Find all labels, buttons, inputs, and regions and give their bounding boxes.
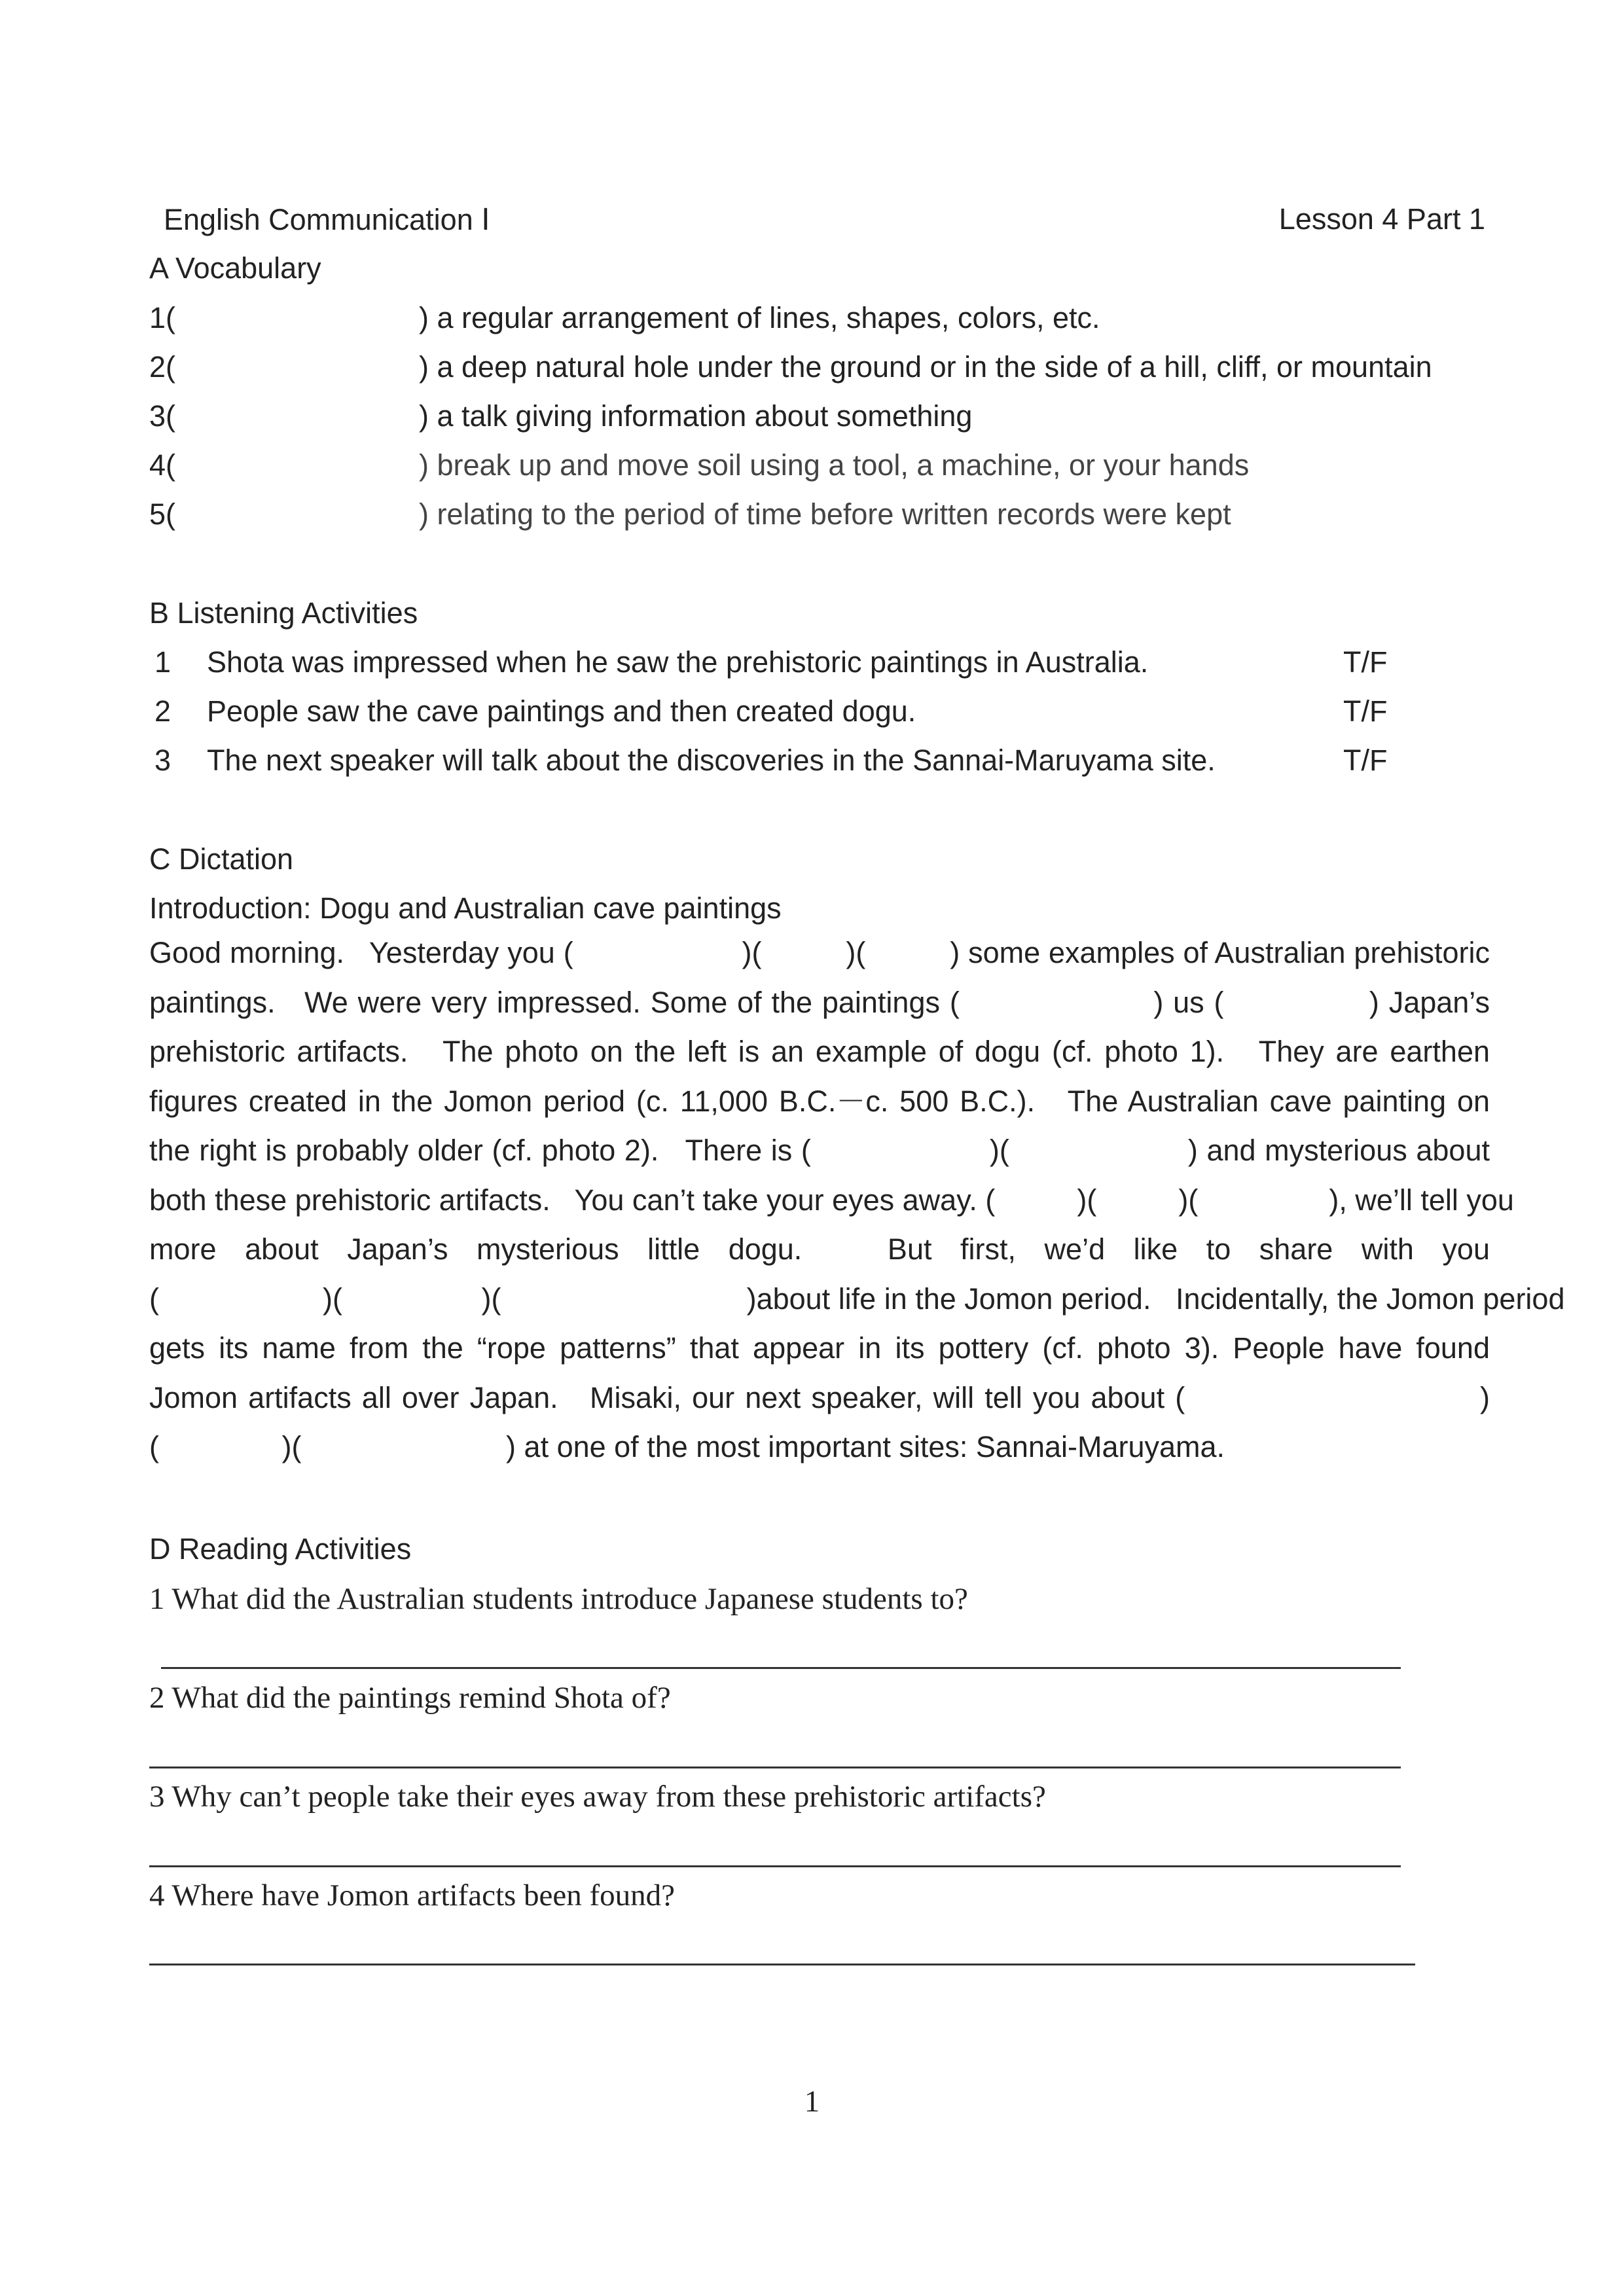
true-false-choice[interactable]: T/F xyxy=(1343,645,1388,679)
answer-line[interactable] xyxy=(161,1667,1401,1669)
dictation-paragraph xyxy=(149,928,1565,1472)
true-false-choice[interactable]: T/F xyxy=(1343,744,1388,777)
vocabulary-definition: ) break up and move soil using a tool, a machine, or your hands xyxy=(419,448,1250,482)
dictation-line: prehistoric artifacts. The photo on the left is an example of dogu (cf. photo 1). They are earthen xyxy=(149,1035,1490,1068)
dictation-line: the right is probably older (cf. photo 2). There is ( )( ) and mysterious about xyxy=(149,1134,1490,1167)
listening-statement: Shota was impressed when he saw the prehistoric paintings in Australia. xyxy=(207,645,1149,679)
listening-number: 2 xyxy=(154,694,171,728)
dictation-heading: C Dictation xyxy=(149,842,294,876)
dictation-subtitle: Introduction: Dogu and Australian cave paintings xyxy=(149,891,782,925)
dictation-line: ( )( ) at one of the most important sites: Sannai-Maruyama. xyxy=(149,1430,1225,1463)
listening-statement: The next speaker will talk about the discoveries in the Sannai-Maruyama site. xyxy=(207,744,1216,777)
dictation-line: both these prehistoric artifacts. You can’t take your eyes away. ( )( )( ), we’ll tell you xyxy=(149,1183,1514,1217)
dictation-line: gets its name from the “rope patterns” that appear in its pottery (cf. photo 3). People have found xyxy=(149,1331,1490,1365)
page-number: 1 xyxy=(804,2085,820,2119)
vocabulary-number: 2( xyxy=(149,350,176,384)
lesson-label: Lesson 4 Part 1 xyxy=(1278,202,1485,236)
dictation-line: figures created in the Jomon period (c. 11,000 B.C.－c. 500 B.C.). The Australian cave painting on xyxy=(149,1084,1490,1118)
dictation-line: Good morning. Yesterday you ( )( )( ) some examples of Australian prehistoric xyxy=(149,936,1490,969)
vocabulary-definition: ) a regular arrangement of lines, shapes, colors, etc. xyxy=(419,301,1100,334)
vocabulary-number: 1( xyxy=(149,301,176,334)
vocabulary-definition: ) a deep natural hole under the ground or in the side of a hill, cliff, or mountain xyxy=(419,350,1432,384)
vocabulary-number: 4( xyxy=(149,448,176,482)
answer-line[interactable] xyxy=(149,1964,1415,1965)
vocabulary-number: 5( xyxy=(149,497,176,531)
reading-question: 1 What did the Australian students introduce Japanese students to? xyxy=(149,1582,968,1616)
true-false-choice[interactable]: T/F xyxy=(1343,694,1388,728)
listening-number: 1 xyxy=(154,645,171,679)
dictation-line: ( )( )( )about life in the Jomon period. Incidentally, the Jomon period xyxy=(149,1282,1565,1316)
dictation-line: paintings. We were very impressed. Some of the paintings ( ) us ( ) Japan’s xyxy=(149,985,1490,1019)
listening-number: 3 xyxy=(154,744,171,777)
vocabulary-heading: A Vocabulary xyxy=(149,251,321,285)
answer-line[interactable] xyxy=(149,1767,1401,1768)
reading-question: 3 Why can’t people take their eyes away from these prehistoric artifacts? xyxy=(149,1780,1046,1814)
dictation-line: Jomon artifacts all over Japan. Misaki, our next speaker, will tell you about ( ) xyxy=(149,1380,1490,1414)
vocabulary-definition: ) relating to the period of time before written records were kept xyxy=(419,497,1231,531)
vocabulary-definition: ) a talk giving information about something xyxy=(419,399,973,433)
vocabulary-number: 3( xyxy=(149,399,176,433)
course-title: English Communication Ⅰ xyxy=(164,203,490,236)
reading-question: 4 Where have Jomon artifacts been found? xyxy=(149,1878,676,1912)
listening-heading: B Listening Activities xyxy=(149,596,418,630)
reading-heading: D Reading Activities xyxy=(149,1532,412,1566)
reading-question: 2 What did the paintings remind Shota of? xyxy=(149,1681,671,1715)
dictation-line: more about Japan’s mysterious little dogu. But first, we’d like to share with you xyxy=(149,1232,1490,1266)
answer-line[interactable] xyxy=(149,1865,1401,1867)
listening-statement: People saw the cave paintings and then created dogu. xyxy=(207,694,916,728)
